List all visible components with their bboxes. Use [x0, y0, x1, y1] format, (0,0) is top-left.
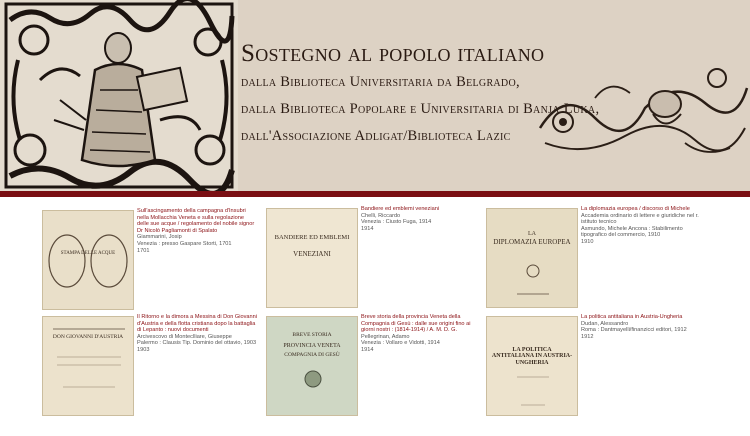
book-cover[interactable]: BANDIERE ED EMBLEMI VENEZIANI — [266, 208, 358, 308]
book-year: 1701 — [137, 247, 150, 254]
book-title-link[interactable]: La diplomazia europea / discorso di Michele — [581, 206, 690, 212]
banner-title: Sostegno al popolo italiano — [241, 40, 545, 67]
book-title-link[interactable]: Sull'ascingamento della campagna d'Insubri nella Mollacchia Veneta e sulla regolazione delle sue acque / regolamento del nobile signor Dr Nicolò Pagliamonti di Spalato — [137, 208, 255, 234]
book-author: Chelli, Riccardo — [361, 212, 401, 219]
banner-divider — [0, 191, 750, 197]
book-cover[interactable]: LA DIPLOMAZIA EUROPEA — [486, 208, 578, 308]
book-card[interactable] — [486, 206, 699, 314]
book-author: Dudan, Alessandro — [581, 320, 629, 327]
book-publisher: Venezia : Ciusto Fuga, 1914 — [361, 219, 432, 226]
book-author: Giammarini, Josip — [137, 234, 182, 241]
book-author: Arcivescovo di Monteclliare, Giuseppe — [137, 333, 232, 340]
book-year: 1912 — [581, 333, 594, 340]
flourish-ornament — [535, 48, 750, 168]
book-cover[interactable]: DON GIOVANNI D'AUSTRIA — [42, 316, 134, 416]
woodcut-illustration — [0, 0, 238, 191]
book-title-link[interactable]: Breve storia della provincia Veneta della Compagnia di Gesù : dalle sue origini fino ai giorni nostri : (1814-1914) / A. M. D. G. — [361, 314, 471, 334]
book-publisher: Roma : Dantmayelli/finanzicci editori, 1912 — [581, 327, 687, 334]
book-title-link[interactable]: La politica antitaliana in Austria-Ungheria — [581, 314, 683, 320]
book-publisher: Venezia : presso Gaspare Storti, 1701 — [137, 240, 232, 247]
header-banner — [0, 0, 750, 191]
banner-subtitle-2: dalla Biblioteca Popolare e Universitaria di Banja Luka, — [241, 101, 600, 117]
book-publisher: Venezia : Vollaro e Vidotti, 1914 — [361, 340, 440, 347]
book-cover[interactable]: LA POLITICA ANTITALIANA IN AUSTRIA-UNGHERIA — [486, 316, 578, 416]
book-title-link[interactable]: Bandiere ed emblemi veneziani — [361, 206, 440, 212]
book-author: Pellegrinan, Adamo — [361, 333, 410, 340]
book-card[interactable] — [486, 316, 696, 422]
book-year: 1914 — [361, 346, 374, 353]
book-title-link[interactable]: Il Ritorno e la dimora a Messina di Don Giovanni d'Austria e della flotta cristiana dopo la battaglia di Lepanto : nuovi documenti — [137, 314, 258, 334]
banner-subtitle-1: dalla Biblioteca Universitaria da Belgrado, — [241, 74, 520, 90]
book-cover[interactable]: STAMPA DELLE ACQUE — [42, 210, 134, 310]
book-year: 1914 — [361, 225, 374, 232]
book-cover[interactable]: BREVE STORIA PROVINCIA VENETA COMPAGNIA DI GESÙ — [266, 316, 358, 416]
book-card[interactable] — [42, 208, 255, 316]
book-publisher: Palermo : Clausis Tip. Dominio del ottavio, 1903 — [137, 340, 257, 347]
book-card[interactable] — [266, 208, 476, 314]
banner-subtitle-3: dall'Associazione Adligat/Biblioteca Lazic — [241, 128, 511, 144]
book-author: Accademia ordinario di lettere e giuridiche nel r. istituto tecnico — [581, 212, 699, 226]
book-year: 1903 — [137, 346, 150, 353]
book-year: 1910 — [581, 238, 594, 245]
book-card[interactable] — [266, 316, 476, 422]
book-card[interactable] — [42, 314, 258, 422]
book-publisher: Asmundo, Michele Ancona : Stabilimento tipografico del commercio, 1910 — [581, 225, 683, 239]
